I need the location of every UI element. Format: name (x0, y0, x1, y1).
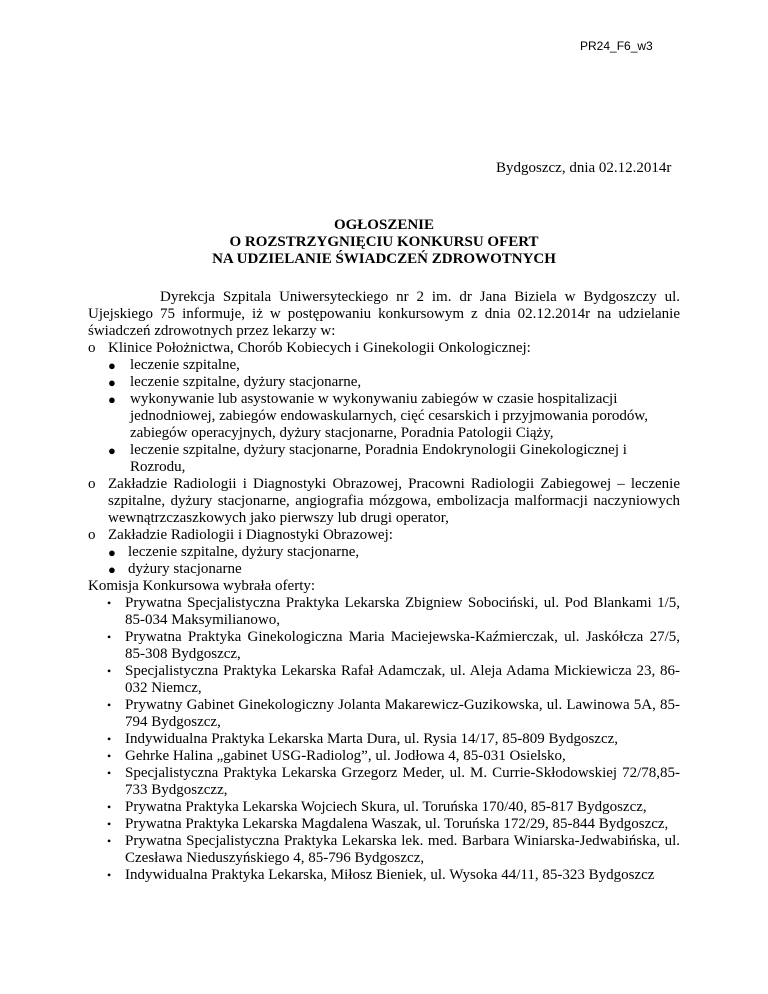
offer-text: Prywatna Praktyka Lekarska Wojciech Skura, ul. Toruńska 170/40, 85-817 Bydgoszcz, (125, 799, 647, 815)
offer-item (88, 731, 680, 748)
section-item (88, 340, 680, 357)
intro-paragraph: Dyrekcja Szpitala Uniwersyteckiego nr 2 im. dr Jana Biziela w Bydgoszczy ul. Ujejskiego 75 informuje, iż w postępowaniu konkursowym z dnia 02.12.2014r na udzielanie świadczeń zdrowotnych przez lekarzy w: (88, 289, 680, 339)
sub-item (88, 544, 680, 561)
sub-item-text: dyżury stacjonarne (128, 561, 242, 577)
title-line-2: O ROZSTRZYGNIĘCIU KONKURSU OFERT (229, 234, 539, 250)
dot-bullet-icon: ● (108, 358, 116, 373)
bullet-icon: • (107, 834, 112, 848)
offer-text: Specjalistyczna Praktyka Lekarska Rafał Adamczak, ul. Aleja Adama Mickiewicza 23, 86-032 Niemcz, (125, 663, 680, 696)
bullet-icon: • (107, 766, 112, 780)
dot-bullet-icon: ● (108, 392, 116, 407)
title-line-3: NA UDZIELANIE ŚWIADCZEŃ ZDROWOTNYCH (212, 251, 556, 267)
bullet-icon: • (107, 868, 112, 882)
bullet-icon: • (107, 817, 112, 831)
offer-text: Indywidualna Praktyka Lekarska Marta Dura, ul. Rysia 14/17, 85-809 Bydgoszcz, (125, 731, 619, 747)
offer-text: Prywatny Gabinet Ginekologiczny Jolanta Makarewicz-Guzikowska, ul. Lawinowa 5A, 85-794 Bydgoszcz, (125, 697, 680, 730)
offer-item (88, 629, 680, 663)
bullet-icon: • (107, 664, 112, 678)
sub-item (88, 442, 680, 476)
offer-text: Prywatna Specjalistyczna Praktyka Lekarska Zbigniew Sobociński, ul. Pod Blankami 1/5, 85-034 Maksymilianowo, (125, 595, 680, 628)
bullet-icon: • (107, 800, 112, 814)
offer-text: Gehrke Halina „gabinet USG-Radiolog”, ul. Jodłowa 4, 85-031 Osielsko, (125, 748, 566, 764)
circle-bullet-icon: o (88, 340, 96, 356)
offer-item (88, 697, 680, 731)
offer-item (88, 867, 680, 884)
sub-item-text: leczenie szpitalne, (130, 357, 240, 373)
offer-item (88, 816, 680, 833)
offer-item (88, 595, 680, 629)
document-title (88, 217, 680, 268)
sub-item-text: leczenie szpitalne, dyżury stacjonarne, (128, 544, 360, 560)
offer-item (88, 799, 680, 816)
offer-text: Prywatna Praktyka Lekarska Magdalena Waszak, ul. Toruńska 172/29, 85-844 Bydgoszcz, (125, 816, 669, 832)
bullet-icon: • (107, 732, 112, 746)
document-body (88, 289, 680, 884)
sub-item (88, 561, 680, 578)
sub-item-text: wykonywanie lub asystowanie w wykonywaniu zabiegów w czasie hospitalizacji jednodniowej, zabiegów endowaskularnych, cięć cesarskich i przyjmowania porodów, zabiegów operacyjnych, dyżury stacjonarne, Poradnia Patologii Ciąży, (130, 391, 649, 441)
offer-text: Prywatna Praktyka Ginekologiczna Maria Maciejewska-Kaźmierczak, ul. Jaskółcza 27/5, 85-308 Bydgoszcz, (125, 629, 680, 662)
offers-heading: Komisja Konkursowa wybrała oferty: (88, 578, 316, 594)
section-text: Klinice Położnictwa, Chorób Kobiecych i Ginekologii Onkologicznej: (108, 340, 531, 356)
section-item (88, 476, 680, 527)
bullet-icon: • (107, 630, 112, 644)
sub-item-text: leczenie szpitalne, dyżury stacjonarne, Poradnia Endokrynologii Ginekologicznej i Rozrodu, (130, 442, 627, 475)
bullet-icon: • (107, 698, 112, 712)
section-text: Zakładzie Radiologii i Diagnostyki Obrazowej, Pracowni Radiologii Zabiegowej – leczenie szpitalne, dyżury stacjonarne, angiografia mózgowa, embolizacja malformacji naczyniowych wewnątrzczaszkowych jako pierwszy lub drugi operator, (108, 476, 680, 526)
bullet-icon: • (107, 749, 112, 763)
offer-item (88, 748, 680, 765)
circle-bullet-icon: o (88, 527, 96, 543)
section-item (88, 527, 680, 544)
document-date: Bydgoszcz, dnia 02.12.2014r (496, 160, 672, 176)
offer-item (88, 833, 680, 867)
sub-item (88, 391, 680, 442)
offer-item (88, 663, 680, 697)
section-text: Zakładzie Radiologii i Diagnostyki Obrazowej: (108, 527, 393, 543)
document-code: PR24_F6_w3 (580, 39, 653, 53)
dot-bullet-icon: ● (108, 443, 116, 458)
sub-item (88, 357, 680, 374)
offer-text: Indywidualna Praktyka Lekarska, Miłosz Bieniek, ul. Wysoka 44/11, 85-323 Bydgoszcz (125, 867, 655, 883)
circle-bullet-icon: o (88, 476, 96, 492)
dot-bullet-icon: ● (108, 375, 116, 390)
bullet-icon: • (107, 596, 112, 610)
offer-text: Specjalistyczna Praktyka Lekarska Grzegorz Meder, ul. M. Currie-Skłodowskiej 72/78,85-733 Bydgoszczz, (125, 765, 680, 798)
sub-item-text: leczenie szpitalne, dyżury stacjonarne, (130, 374, 362, 390)
title-line-1: OGŁOSZENIE (333, 217, 435, 233)
dot-bullet-icon: ● (108, 545, 116, 560)
dot-bullet-icon: ● (108, 562, 116, 577)
sub-item (88, 374, 680, 391)
offer-text: Prywatna Specjalistyczna Praktyka Lekarska lek. med. Barbara Winiarska-Jedwabińska, ul. Czesława Nieduszyńskiego 4, 85-796 Bydgoszcz, (125, 833, 680, 866)
offer-item (88, 765, 680, 799)
